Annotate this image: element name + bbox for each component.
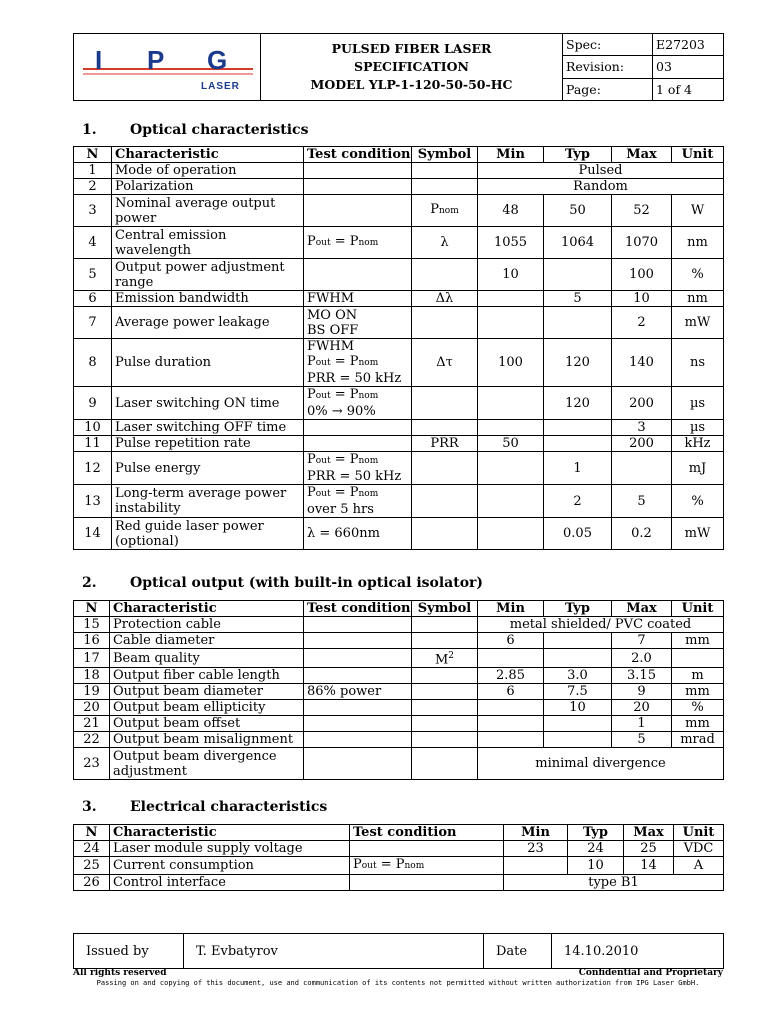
characteristic-cell: Output beam diameter — [110, 684, 304, 700]
min-cell — [478, 387, 544, 420]
test-condition-cell — [304, 179, 412, 195]
test-condition-cell: FWHM Pout = Pnom PRR = 50 kHz — [304, 339, 412, 387]
column-header-typ: Typ — [568, 825, 624, 841]
symbol-cell — [412, 452, 478, 485]
characteristic-cell: Laser switching OFF time — [112, 420, 304, 436]
table-header-row — [74, 601, 724, 617]
row-number: 13 — [74, 485, 112, 518]
characteristic-cell: Long-term average power instability — [112, 485, 304, 518]
test-condition-cell — [350, 841, 504, 857]
unit-cell: mrad — [672, 732, 724, 748]
ipg-logo-cell — [74, 34, 261, 101]
max-cell: 52 — [612, 195, 672, 227]
symbol-cell — [412, 387, 478, 420]
optical-characteristics-table — [73, 146, 724, 550]
table-row — [74, 387, 724, 420]
title-line-1: PULSED FIBER LASER — [331, 41, 492, 56]
column-header-min: Min — [478, 147, 544, 163]
unit-cell: m — [672, 668, 724, 684]
characteristic-cell: Output beam misalignment — [110, 732, 304, 748]
section-number: 1. — [82, 122, 97, 138]
column-header-characteristic: Characteristic — [112, 147, 304, 163]
min-cell — [478, 420, 544, 436]
max-cell: 1070 — [612, 227, 672, 259]
table-row — [74, 716, 724, 732]
table-row — [74, 420, 724, 436]
unit-cell: % — [672, 485, 724, 518]
section-number: 2. — [82, 575, 97, 591]
column-header-test-condition: Test condition — [304, 147, 412, 163]
row-number: 25 — [74, 857, 110, 875]
unit-cell: % — [672, 700, 724, 716]
test-condition-cell: Pout = Pnom — [304, 227, 412, 259]
min-cell — [478, 732, 544, 748]
max-cell: 100 — [612, 259, 672, 291]
row-number: 23 — [74, 748, 110, 780]
characteristic-cell: Polarization — [112, 179, 304, 195]
row-number: 22 — [74, 732, 110, 748]
table-row — [74, 339, 724, 387]
row-number: 20 — [74, 700, 110, 716]
row-number: 16 — [74, 633, 110, 649]
test-condition-cell — [304, 195, 412, 227]
test-condition-cell — [350, 875, 504, 891]
column-header-n: N — [74, 147, 112, 163]
max-cell: 9 — [612, 684, 672, 700]
characteristic-cell: Output beam divergence adjustment — [110, 748, 304, 780]
table-header-row — [74, 825, 724, 841]
table-row — [74, 195, 724, 227]
column-header-min: Min — [504, 825, 568, 841]
row-number: 26 — [74, 875, 110, 891]
characteristic-cell: Mode of operation — [112, 163, 304, 179]
issued-by-value: T. Evbatyrov — [184, 934, 484, 969]
characteristic-cell: Pulse duration — [112, 339, 304, 387]
date-label: Date — [484, 934, 552, 969]
min-cell: 2.85 — [478, 668, 544, 684]
table-row — [74, 668, 724, 684]
unit-cell: VDC — [674, 841, 724, 857]
symbol-cell — [412, 716, 478, 732]
revision-value: 03 — [653, 56, 724, 78]
column-header-test-condition: Test condition — [350, 825, 504, 841]
typ-cell — [544, 436, 612, 452]
row-number: 19 — [74, 684, 110, 700]
column-header-max: Max — [624, 825, 674, 841]
column-header-characteristic: Characteristic — [110, 601, 304, 617]
min-cell: 48 — [478, 195, 544, 227]
symbol-cell — [412, 307, 478, 339]
table-row — [74, 841, 724, 857]
test-condition-cell: 86% power — [304, 684, 412, 700]
symbol-cell — [412, 668, 478, 684]
typ-cell: 120 — [544, 387, 612, 420]
test-condition-cell — [304, 748, 412, 780]
symbol-cell: Δτ — [412, 339, 478, 387]
unit-cell: nm — [672, 227, 724, 259]
document-header — [73, 33, 724, 101]
revision-label: Revision: — [563, 56, 653, 78]
row-number: 11 — [74, 436, 112, 452]
min-cell: 6 — [478, 633, 544, 649]
min-cell: 10 — [478, 259, 544, 291]
typ-cell — [544, 633, 612, 649]
table-row — [74, 307, 724, 339]
merged-value-cell: Pulsed — [478, 163, 724, 179]
table-row — [74, 875, 724, 891]
test-condition-cell: Pout = Pnom 0% → 90% — [304, 387, 412, 420]
max-cell: 200 — [612, 387, 672, 420]
characteristic-cell: Output power adjustment range — [112, 259, 304, 291]
row-number: 5 — [74, 259, 112, 291]
symbol-cell: λ — [412, 227, 478, 259]
test-condition-cell — [304, 420, 412, 436]
row-number: 7 — [74, 307, 112, 339]
unit-cell: mJ — [672, 452, 724, 485]
column-header-max: Max — [612, 601, 672, 617]
test-condition-cell: λ = 660nm — [304, 518, 412, 550]
symbol-cell — [412, 259, 478, 291]
column-header-test-condition: Test condition — [304, 601, 412, 617]
characteristic-cell: Pulse repetition rate — [112, 436, 304, 452]
table-row — [74, 452, 724, 485]
test-condition-cell — [304, 436, 412, 452]
date-value: 14.10.2010 — [552, 934, 724, 969]
symbol-cell — [412, 179, 478, 195]
table-row — [74, 684, 724, 700]
max-cell: 5 — [612, 732, 672, 748]
typ-cell: 1064 — [544, 227, 612, 259]
min-cell: 100 — [478, 339, 544, 387]
unit-cell: mm — [672, 633, 724, 649]
table-row — [74, 617, 724, 633]
unit-cell: A — [674, 857, 724, 875]
test-condition-cell: Pout = Pnom PRR = 50 kHz — [304, 452, 412, 485]
row-number: 4 — [74, 227, 112, 259]
max-cell: 25 — [624, 841, 674, 857]
min-cell — [478, 452, 544, 485]
merged-value-cell: minimal divergence — [478, 748, 724, 780]
row-number: 21 — [74, 716, 110, 732]
characteristic-cell: Nominal average output power — [112, 195, 304, 227]
test-condition-cell — [304, 668, 412, 684]
typ-cell — [544, 732, 612, 748]
min-cell — [478, 649, 544, 668]
unit-cell: kHz — [672, 436, 724, 452]
table-row — [74, 485, 724, 518]
characteristic-cell: Central emission wavelength — [112, 227, 304, 259]
symbol-cell: Pnom — [412, 195, 478, 227]
section-heading-electrical — [82, 799, 327, 815]
section-heading-optical — [82, 122, 308, 138]
issued-by-label: Issued by — [74, 934, 184, 969]
min-cell — [478, 485, 544, 518]
typ-cell — [544, 259, 612, 291]
test-condition-cell — [304, 716, 412, 732]
typ-cell — [544, 307, 612, 339]
characteristic-cell: Output beam ellipticity — [110, 700, 304, 716]
row-number: 12 — [74, 452, 112, 485]
unit-cell — [672, 649, 724, 668]
column-header-unit: Unit — [672, 601, 724, 617]
min-cell: 50 — [478, 436, 544, 452]
typ-cell — [544, 716, 612, 732]
min-cell — [478, 518, 544, 550]
min-cell — [478, 291, 544, 307]
min-cell — [504, 857, 568, 875]
symbol-cell — [412, 420, 478, 436]
unit-cell: mm — [672, 684, 724, 700]
test-condition-cell — [304, 700, 412, 716]
issuance-box — [73, 933, 724, 969]
max-cell: 2 — [612, 307, 672, 339]
table-row — [74, 259, 724, 291]
min-cell: 23 — [504, 841, 568, 857]
min-cell: 1055 — [478, 227, 544, 259]
rights-reserved: All rights reserved — [73, 968, 167, 978]
characteristic-cell: Red guide laser power (optional) — [112, 518, 304, 550]
table-row — [74, 179, 724, 195]
row-number: 18 — [74, 668, 110, 684]
electrical-characteristics-table — [73, 824, 724, 891]
row-number: 14 — [74, 518, 112, 550]
min-cell: 6 — [478, 684, 544, 700]
typ-cell — [544, 649, 612, 668]
section-heading-optical-output — [82, 575, 483, 591]
typ-cell: 5 — [544, 291, 612, 307]
column-header-typ: Typ — [544, 601, 612, 617]
copy-notice: Passing on and copying of this document, use and communication of its contents not permitted without written authorization from IPG Laser GmbH. — [96, 979, 700, 987]
unit-cell: ns — [672, 339, 724, 387]
section-number: 3. — [82, 799, 97, 815]
characteristic-cell: Control interface — [110, 875, 350, 891]
test-condition-cell — [304, 732, 412, 748]
column-header-characteristic: Characteristic — [110, 825, 350, 841]
section-title: Optical characteristics — [130, 122, 309, 138]
row-number: 15 — [74, 617, 110, 633]
row-number: 8 — [74, 339, 112, 387]
test-condition-cell — [304, 259, 412, 291]
row-number: 3 — [74, 195, 112, 227]
table-row — [74, 518, 724, 550]
merged-value-cell: metal shielded/ PVC coated — [478, 617, 724, 633]
min-cell — [478, 307, 544, 339]
row-number: 1 — [74, 163, 112, 179]
test-condition-cell: MO ON BS OFF — [304, 307, 412, 339]
unit-cell: µs — [672, 420, 724, 436]
column-header-n: N — [74, 601, 110, 617]
column-header-symbol: Symbol — [412, 147, 478, 163]
ipg-laser-logo — [77, 34, 257, 100]
max-cell: 10 — [612, 291, 672, 307]
characteristic-cell: Protection cable — [110, 617, 304, 633]
symbol-cell — [412, 617, 478, 633]
logo-letter-g: G — [207, 45, 228, 75]
row-number: 9 — [74, 387, 112, 420]
section-title: Electrical characteristics — [130, 799, 328, 815]
characteristic-cell: Current consumption — [110, 857, 350, 875]
characteristic-cell: Output beam offset — [110, 716, 304, 732]
spec-value: E27203 — [653, 34, 724, 56]
max-cell: 7 — [612, 633, 672, 649]
typ-cell: 0.05 — [544, 518, 612, 550]
symbol-cell: Δλ — [412, 291, 478, 307]
max-cell: 20 — [612, 700, 672, 716]
table-row — [74, 748, 724, 780]
characteristic-cell: Beam quality — [110, 649, 304, 668]
column-header-symbol: Symbol — [412, 601, 478, 617]
table-row — [74, 649, 724, 668]
table-row — [74, 857, 724, 875]
row-number: 24 — [74, 841, 110, 857]
max-cell: 5 — [612, 485, 672, 518]
characteristic-cell: Pulse energy — [112, 452, 304, 485]
max-cell: 2.0 — [612, 649, 672, 668]
logo-letter-p: P — [147, 45, 165, 75]
max-cell: 0.2 — [612, 518, 672, 550]
typ-cell: 2 — [544, 485, 612, 518]
table-row — [74, 291, 724, 307]
test-condition-cell: Pout = Pnom over 5 hrs — [304, 485, 412, 518]
min-cell — [478, 700, 544, 716]
logo-letter-i: I — [95, 45, 103, 75]
symbol-cell: PRR — [412, 436, 478, 452]
table-row — [74, 732, 724, 748]
table-row — [74, 227, 724, 259]
row-number: 10 — [74, 420, 112, 436]
table-row — [74, 436, 724, 452]
unit-cell: mm — [672, 716, 724, 732]
characteristic-cell: Cable diameter — [110, 633, 304, 649]
document-title — [261, 34, 563, 101]
svg-text:LASER: LASER — [201, 81, 240, 92]
characteristic-cell: Average power leakage — [112, 307, 304, 339]
table-row — [74, 633, 724, 649]
confidential-notice: Confidential and Proprietary — [578, 968, 723, 978]
table-row — [74, 163, 724, 179]
column-header-unit: Unit — [672, 147, 724, 163]
test-condition-cell: FWHM — [304, 291, 412, 307]
symbol-cell — [412, 163, 478, 179]
test-condition-cell — [304, 649, 412, 668]
typ-cell: 10 — [544, 700, 612, 716]
ipg-laser-logo-graphic — [77, 34, 257, 100]
characteristic-cell: Emission bandwidth — [112, 291, 304, 307]
symbol-cell — [412, 732, 478, 748]
typ-cell: 120 — [544, 339, 612, 387]
unit-cell: nm — [672, 291, 724, 307]
max-cell: 140 — [612, 339, 672, 387]
typ-cell: 7.5 — [544, 684, 612, 700]
merged-value-cell: type B1 — [504, 875, 724, 891]
column-header-min: Min — [478, 601, 544, 617]
spec-label: Spec: — [563, 34, 653, 56]
typ-cell: 3.0 — [544, 668, 612, 684]
merged-value-cell: Random — [478, 179, 724, 195]
characteristic-cell: Laser switching ON time — [112, 387, 304, 420]
test-condition-cell — [304, 633, 412, 649]
unit-cell: µs — [672, 387, 724, 420]
unit-cell: % — [672, 259, 724, 291]
row-number: 2 — [74, 179, 112, 195]
symbol-cell — [412, 684, 478, 700]
max-cell: 14 — [624, 857, 674, 875]
unit-cell: mW — [672, 518, 724, 550]
test-condition-cell — [304, 163, 412, 179]
typ-cell: 50 — [544, 195, 612, 227]
symbol-cell — [412, 700, 478, 716]
max-cell: 3 — [612, 420, 672, 436]
page-label: Page: — [563, 78, 653, 100]
typ-cell — [544, 420, 612, 436]
max-cell: 3.15 — [612, 668, 672, 684]
symbol-cell — [412, 633, 478, 649]
symbol-cell — [412, 485, 478, 518]
symbol-cell — [412, 518, 478, 550]
typ-cell: 10 — [568, 857, 624, 875]
max-cell: 1 — [612, 716, 672, 732]
table-header-row — [74, 147, 724, 163]
characteristic-cell: Laser module supply voltage — [110, 841, 350, 857]
row-number: 6 — [74, 291, 112, 307]
column-header-typ: Typ — [544, 147, 612, 163]
test-condition-cell — [304, 617, 412, 633]
min-cell — [478, 716, 544, 732]
page-number: 1 of 4 — [653, 78, 724, 100]
unit-cell: mW — [672, 307, 724, 339]
title-line-2: SPECIFICATION — [354, 59, 469, 74]
row-number: 17 — [74, 649, 110, 668]
max-cell — [612, 452, 672, 485]
test-condition-cell: Pout = Pnom — [350, 857, 504, 875]
section-title: Optical output (with built-in optical isolator) — [130, 575, 484, 591]
column-header-unit: Unit — [674, 825, 724, 841]
optical-output-table — [73, 600, 724, 780]
characteristic-cell: Output fiber cable length — [110, 668, 304, 684]
typ-cell: 1 — [544, 452, 612, 485]
symbol-cell — [412, 748, 478, 780]
unit-cell: W — [672, 195, 724, 227]
typ-cell: 24 — [568, 841, 624, 857]
max-cell: 200 — [612, 436, 672, 452]
title-line-3: MODEL YLP-1-120-50-50-HC — [310, 77, 513, 92]
column-header-max: Max — [612, 147, 672, 163]
symbol-cell: $M^2$ — [412, 649, 478, 668]
table-row — [74, 700, 724, 716]
column-header-n: N — [74, 825, 110, 841]
